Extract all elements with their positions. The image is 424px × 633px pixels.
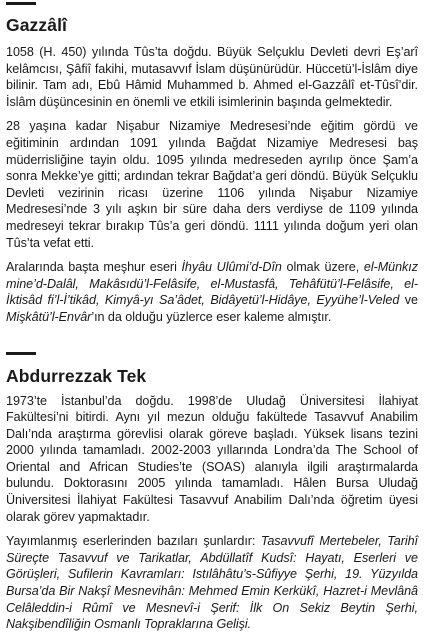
author-name-heading: Gazzâlî: [6, 15, 68, 35]
work-titles-list: el-Münkız mine’d-Dalâl, Makâsıdü’l-Felâsife, el-Mustasfâ, Tehâfütü’l-Felâsife, el-İktisâd fi’l-İ’tikâd, Kimyâ-yı Sa’âdet, Bidâyetü’l-Hidâye, Eyyühe’l-Veled: [6, 260, 418, 308]
author-name-heading: Abdurrezzak Tek: [6, 365, 147, 386]
works-connector-text: ve: [399, 293, 418, 308]
bio-paragraph: 1058 (H. 450) yılında Tûs’ta doğdu. Büyük Selçuklu Devleti devri Eş’arî kelâmcısı, Şâfiî fakihi, mutasavvıf İslam düşünürüdür. Hüccetü’l-İslâm diye bilinir. Tam adı, Ebû Hâmid Muhammed b. Ahmed el-Gazzâlî et-Tûsî’dir. İslâm düşüncesinin en önemli ve etkili isimlerinin başında gelmektedir.: [6, 45, 418, 109]
works-intro-text: Aralarında başta meşhur eseri: [6, 260, 182, 275]
section-divider: [6, 2, 36, 5]
works-paragraph: [6, 259, 418, 325]
bio-paragraph: 1973’te İstanbul’da doğdu. 1998’de Uludağ Üniversitesi İlahiyat Fakültesi’ni bitirdi. Aynı yıl mezun olduğu fakültede Tasavvuf Anabilim Dalı’nda araştırma görevlisi olarak göreve başladı. Yüksek lisans tezini 2000 yılında tamamladı. 2002-2003 yıllarında Londra’da The School of Oriental and African Studies’te (SOAS) alanıyla ilgili araştırmalarda bulundu. Doktorasını 2005 yılında tamamladı. Hâlen Bursa Uludağ Üniversitesi İlahiyat Fakültesi Tasavvuf Anabilim Dalı’nda öğretim üyesi olarak görev yapmaktadır.: [6, 393, 418, 524]
works-outro-text: ’ın da olduğu yüzlerce eser kaleme almıştır.: [91, 309, 332, 324]
section-divider: [6, 352, 36, 355]
works-connector-text: olmak üzere,: [281, 260, 364, 275]
works-paragraph: [6, 533, 418, 633]
work-titles-list: Tasavvufî Mertebeler, Tarihî Süreçte Tasavvuf ve Tarikatlar, Abdüllatîf Kudsî: Hayatı, Eserleri ve Görüşleri, Sufilerin Kavramları: Istılâhâtu’s-Sûfiyye Şerhi, 19. Yüzyılda Bursa’da Bir Nakşî Mesnevihân: Mehmed Emin Kerkükî, Hazret-i Mevlânâ Celâleddin-i Rûmî ve Mesnevî-i Şerif: İlk On Sekiz Beytin Şerhi, Nakşibendîliğin Osmanlı Topraklarına Gelişi.: [6, 534, 419, 632]
work-title: İhyâu Ulûmi’d-Dîn: [181, 260, 282, 275]
author-section-gazzali: [6, 2, 418, 326]
author-section-abdurrezzak-tek: [6, 352, 418, 633]
work-title: Mişkâtü’l-Envâr: [6, 309, 92, 324]
works-intro-text: Yayımlanmış eserlerinden bazıları şunlardır:: [6, 534, 261, 549]
bio-paragraph: 28 yaşına kadar Nişabur Nizamiye Medresesi’nde eğitim gördü ve eğitiminin ardından 1091 yılında Bağdat Nizamiye Medresesi baş müderrisliğine tayin oldu. 1095 yılında medreseden ayrılıp önce Şam’a sonra Mekke’ye gitti; ardından tekrar Bağdat’a geri döndü. Büyük Selçuklu Devleti vezirinin ricası üzerine 1106 yılında Nişabur Nizamiye Medresesi’nde 3 yılı aşkın bir süre daha ders verdiyse de 1109 yılında medreseyi tekrar bırakıp Tûs’a geri döndü. 1111 yılında doğum yeri olan Tûs’ta vefat etti.: [6, 119, 418, 250]
page: [6, 0, 418, 633]
